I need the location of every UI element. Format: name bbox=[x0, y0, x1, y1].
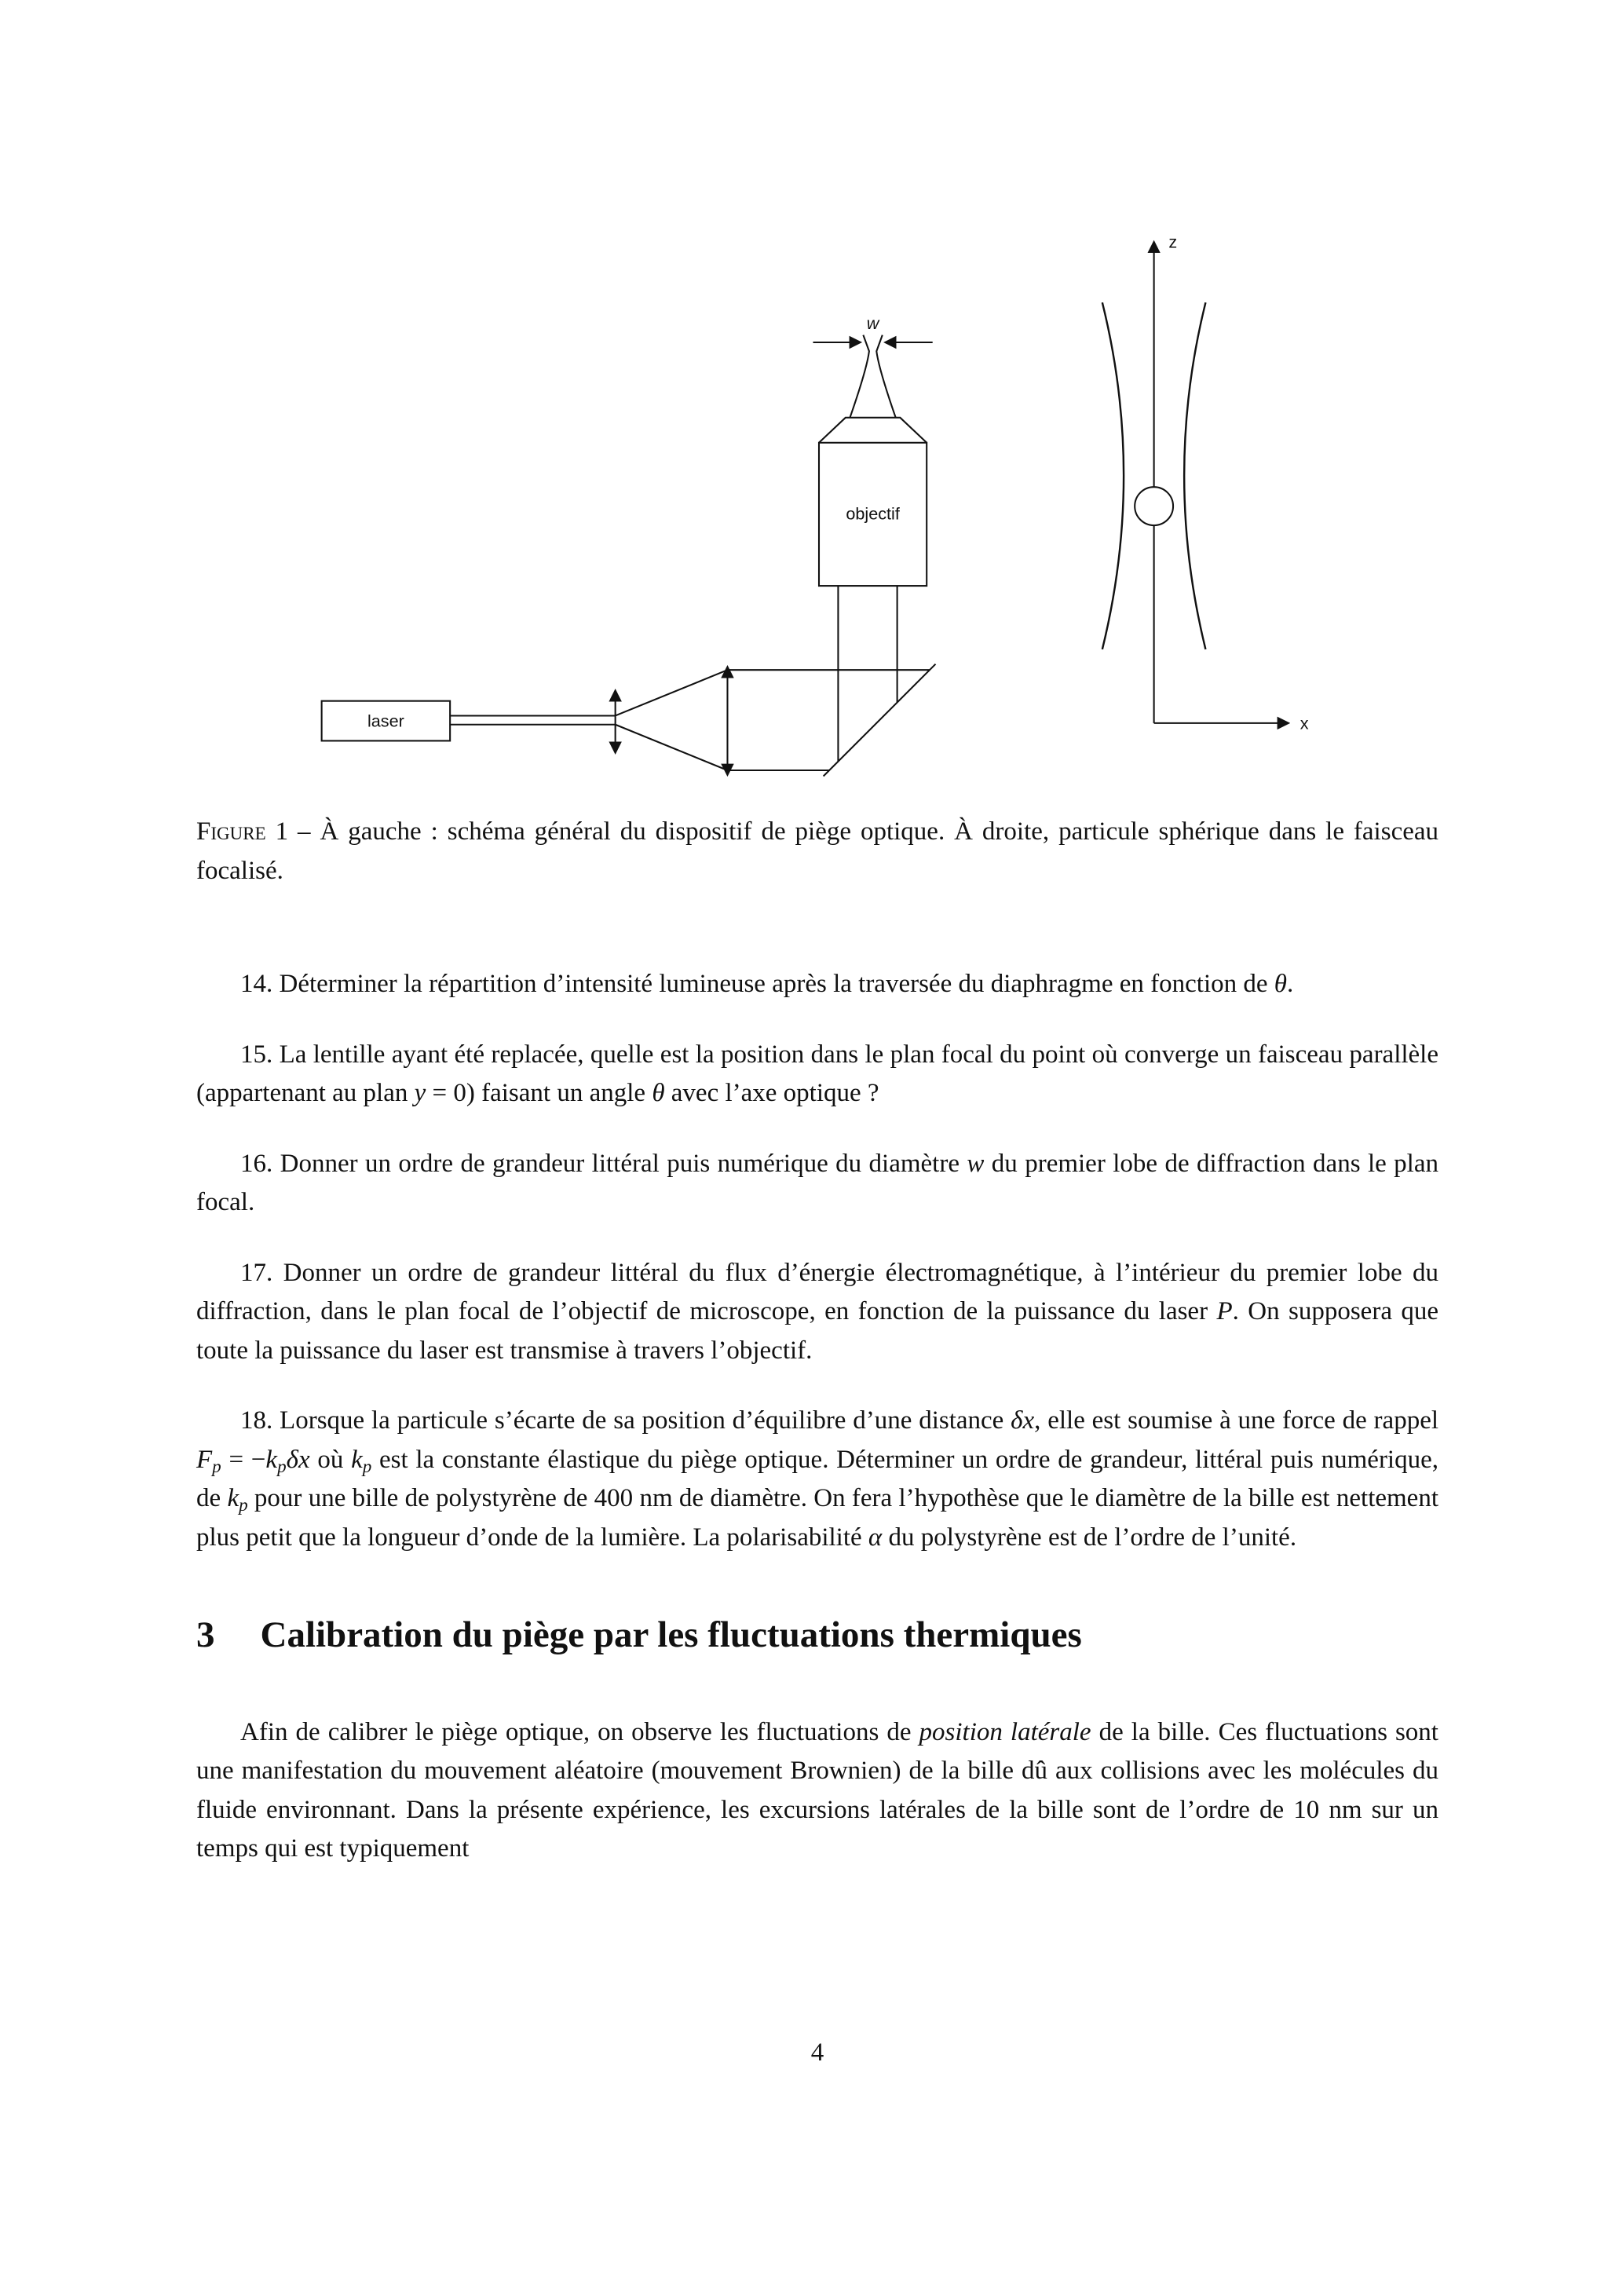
text-run: θ bbox=[1274, 970, 1287, 998]
text-run: position latérale bbox=[919, 1717, 1091, 1746]
section-heading bbox=[196, 1612, 1438, 1658]
text-run: pour une bille de polystyrène de 400 nm de diamètre. On fera l’hypothèse que le diamètre de la bille est nettement plus petit que la longueur d’onde de la lumière. La polarisabilité bbox=[196, 1484, 1438, 1552]
text-run: de la bille. Ces fluctuations sont une manifestation du mouvement aléatoire (mouvement Brownien) de la bille dû aux collisions avec les molécules du fluide environnant. Dans la présente expérience, les excursions latérales de la bille sont de l’ordre de 10 nm sur un temps qui est typiquement bbox=[196, 1717, 1438, 1863]
text-run: 14. Déterminer la répartition d’intensité lumineuse après la traversée du diaphragme en fonction de bbox=[240, 970, 1274, 998]
text-run: 18. Lorsque la particule s’écarte de sa position d’équilibre d’une distance bbox=[240, 1406, 1011, 1435]
text-run: = 0) faisant un angle bbox=[426, 1079, 652, 1107]
text-run: du polystyrène est de l’ordre de l’unité. bbox=[882, 1523, 1297, 1552]
figure-caption bbox=[196, 813, 1438, 890]
text-run: du premier lobe de diffraction dans le plan focal. bbox=[196, 1149, 1438, 1216]
text-run: k bbox=[265, 1445, 278, 1474]
question-18 bbox=[196, 1402, 1438, 1557]
text-run: k bbox=[227, 1484, 239, 1512]
objective-top bbox=[819, 418, 927, 443]
x-axis-label: x bbox=[1299, 713, 1309, 733]
question-15 bbox=[196, 1036, 1438, 1113]
focused-beam-right bbox=[876, 335, 895, 418]
text-run: avec l’axe optique ? bbox=[664, 1079, 879, 1107]
text-run: δx bbox=[1011, 1406, 1035, 1435]
text-run: k bbox=[351, 1445, 363, 1474]
text-run: w bbox=[967, 1149, 985, 1178]
beam-line bbox=[616, 670, 728, 715]
text-column bbox=[196, 813, 1438, 1869]
text-run: est la constante élastique du piège optique. Déterminer un ordre de grandeur, littéral puis numérique, de bbox=[196, 1445, 1439, 1512]
beam-profile-right bbox=[1184, 302, 1205, 649]
text-run: . bbox=[1286, 970, 1294, 998]
text-run: p bbox=[277, 1455, 287, 1476]
section-title: Calibration du piège par les fluctuations thermiques bbox=[260, 1614, 1082, 1655]
text-run: 15. La lentille ayant été replacée, quelle est la position dans le plan focal du point où converge un faisceau parallèle (appartenant au plan bbox=[196, 1040, 1438, 1107]
figure-optical-trap-diagram bbox=[317, 218, 1321, 809]
text-run: 16. Donner un ordre de grandeur littéral puis numérique du diamètre bbox=[240, 1149, 967, 1178]
text-run: p bbox=[239, 1493, 248, 1515]
text-run: δx bbox=[286, 1445, 310, 1474]
text-run: . On supposera que toute la puissance du laser est transmise à travers l’objectif. bbox=[196, 1297, 1438, 1365]
text-run: , elle est soumise à une force de rappel bbox=[1034, 1406, 1439, 1435]
focused-beam-left bbox=[850, 335, 868, 418]
page-number: 4 bbox=[810, 2038, 824, 2067]
text-run: y bbox=[414, 1079, 426, 1107]
beam-profile-left bbox=[1102, 302, 1124, 649]
z-axis-label: z bbox=[1168, 232, 1178, 252]
question-17 bbox=[196, 1254, 1438, 1371]
question-16 bbox=[196, 1145, 1438, 1223]
question-14 bbox=[196, 965, 1438, 1004]
text-run: Afin de calibrer le piège optique, on observe les fluctuations de bbox=[240, 1717, 919, 1746]
text-run: Figure 1 bbox=[196, 817, 289, 846]
beam-line bbox=[616, 725, 728, 770]
text-run: θ bbox=[652, 1079, 665, 1107]
text-run: 17. Donner un ordre de grandeur littéral du flux d’énergie électromagnétique, à l’intérieur du premier lobe du diffraction, dans le plan focal de l’objectif de microscope, en fonction de la puissance du laser bbox=[196, 1258, 1438, 1325]
text-run: F bbox=[196, 1445, 213, 1474]
text-run: – À gauche : schéma général du dispositif de piège optique. À droite, particule sphérique dans le faisceau focalisé. bbox=[196, 817, 1439, 885]
text-run: où bbox=[309, 1445, 352, 1474]
text-run: = − bbox=[221, 1445, 266, 1474]
laser-label: laser bbox=[367, 711, 404, 731]
text-run: α bbox=[868, 1523, 883, 1552]
particle-sphere bbox=[1135, 487, 1173, 525]
text-run: p bbox=[212, 1455, 221, 1476]
intro-paragraph bbox=[196, 1713, 1438, 1869]
text-run: P bbox=[1216, 1297, 1233, 1325]
mirror bbox=[824, 664, 936, 777]
waist-label: w bbox=[866, 313, 879, 334]
objective-label: objectif bbox=[846, 503, 900, 524]
section-number: 3 bbox=[196, 1614, 215, 1655]
text-run: p bbox=[362, 1455, 372, 1476]
